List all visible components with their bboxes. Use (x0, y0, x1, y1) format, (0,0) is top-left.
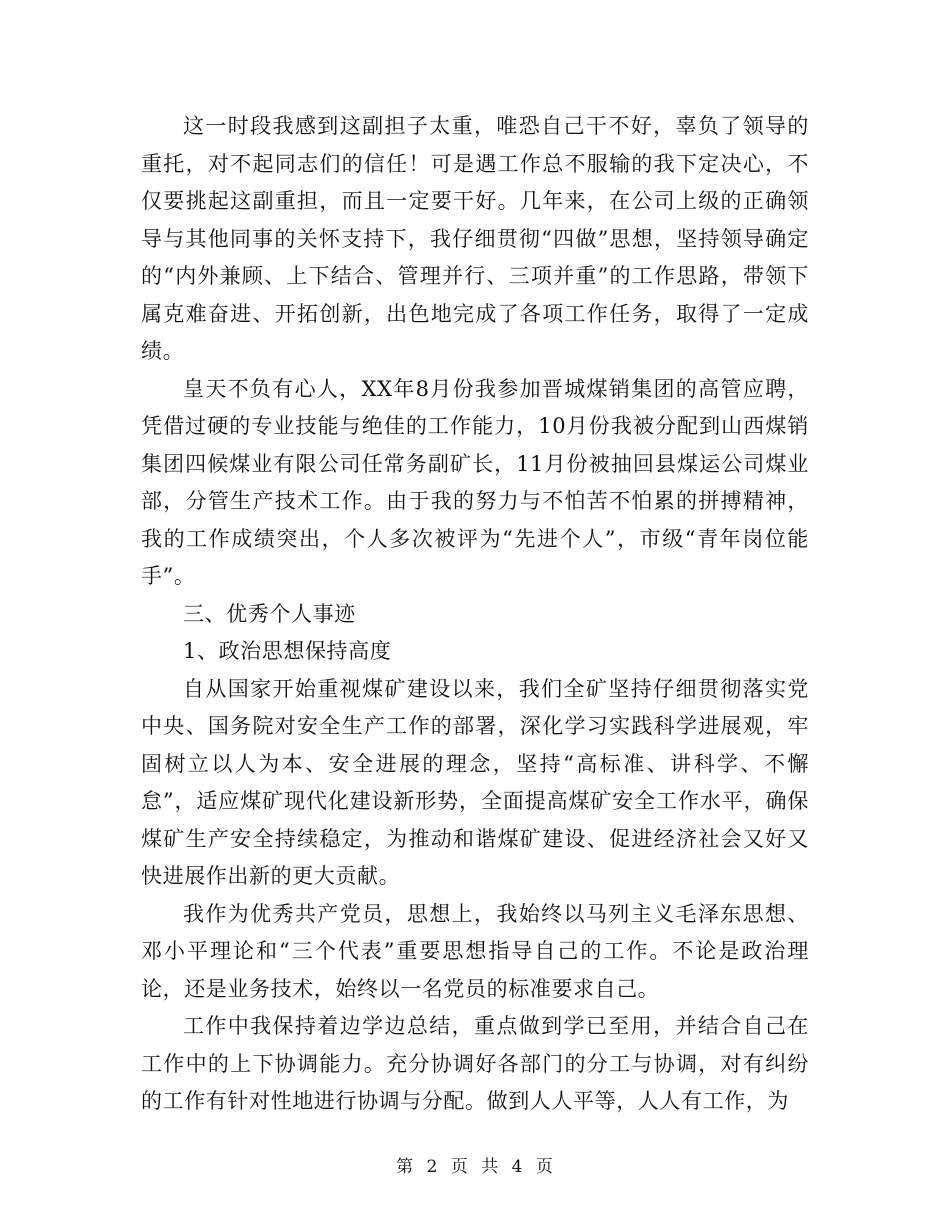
paragraph-1: 这一时段我感到这副担子太重，唯恐自己干不好，辜负了领导的重托，对不起同志们的信任！可是遇工作总不服输的我下定决心，不仅要挑起这副重担，而且一定要干好。几年来，在公司上级的正确领导与其他同事的关怀支持下，我仔细贯彻“四做”思想，坚持领导确定的“内外兼顾、上下结合、管理并行、三项并重”的工作思路，带领下属克难奋进、开拓创新，出色地完成了各项工作任务，取得了一定成绩。 (141, 114, 809, 363)
subsection-heading: 1、政治思想保持高度 (183, 639, 392, 663)
paragraph-5: 工作中我保持着边学边总结，重点做到学已至用，并结合自己在工作中的上下协调能力。充分协调好各部门的分工与协调，对有纠纷的工作有针对性地进行协调与分配。做到人人平等，人人有工作，为 (141, 1014, 809, 1113)
paragraph-3: 自从国家开始重视煤矿建设以来，我们全矿坚持仔细贯彻落实党中央、国务院对安全生产工作的部署，深化学习实践科学进展观，牢固树立以人为本、安全进展的理念，坚持“高标准、讲科学、不懈怠”，适应煤矿现代化建设新形势，全面提高煤矿安全工作水平，确保煤矿生产安全持续稳定，为推动和谐煤矿建设、促进经济社会又好又快进展作出新的更大贡献。 (141, 676, 809, 888)
paragraph-4: 我作为优秀共产党员，思想上，我始终以马列主义毛泽东思想、邓小平理论和“三个代表”重要思想指导自己的工作。不论是政治理论，还是业务技术，始终以一名党员的标准要求自己。 (141, 901, 809, 1001)
section-heading: 三、优秀个人事迹 (183, 601, 356, 626)
document-body (141, 108, 809, 1121)
paragraph-2: 皇天不负有心人，XX年8月份我参加晋城煤销集团的高管应聘，凭借过硬的专业技能与绝佳的工作能力，10月份我被分配到山西煤销集团四候煤业有限公司任常务副矿长，11月份被抽回县煤运公司煤业部，分管生产技术工作。由于我的努力与不怕苦不怕累的拼搏精神，我的工作成绩突出，个人多次被评为“先进个人”，市级“青年岗位能手”。 (141, 376, 809, 588)
page-number-footer: 第 2 页 共 4 页 (396, 1157, 554, 1177)
